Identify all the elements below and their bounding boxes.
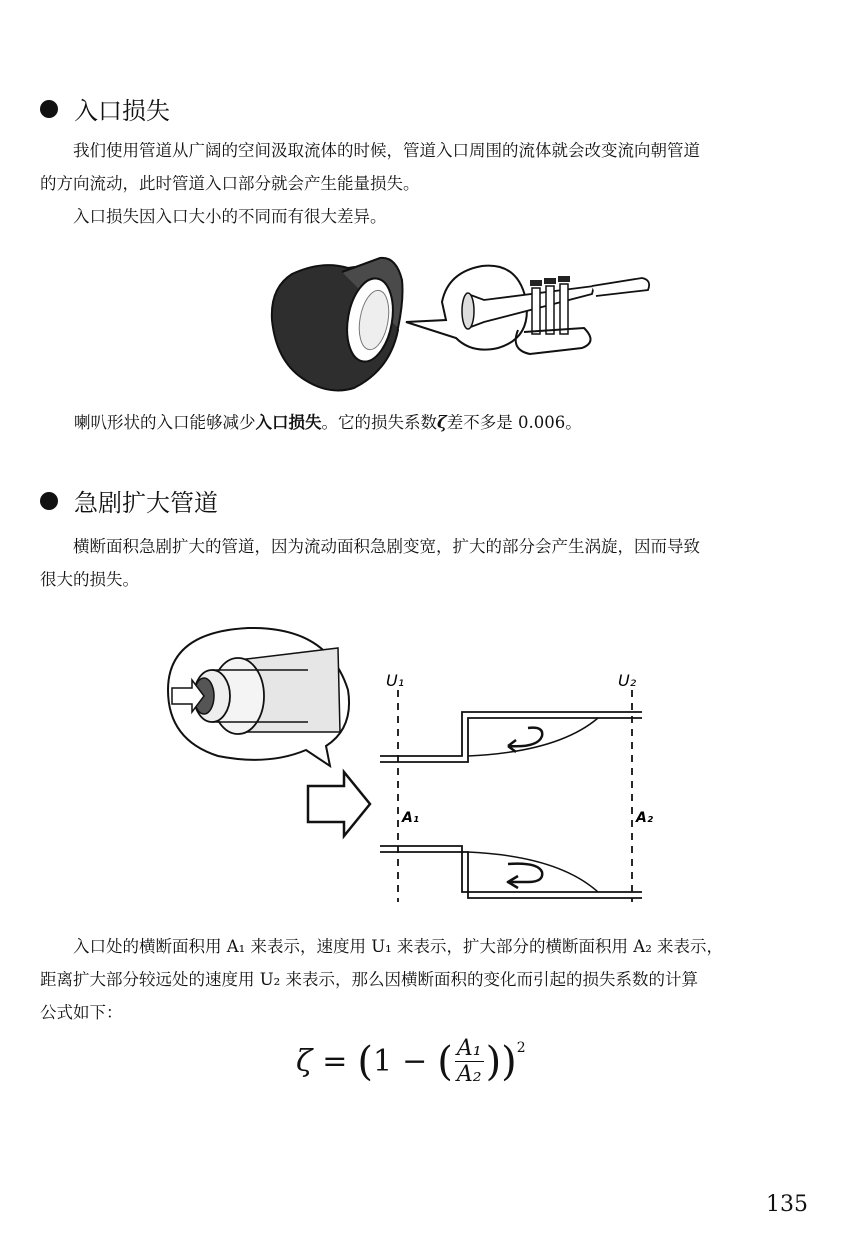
bullet-icon (40, 492, 58, 510)
text-line: 很大的损失。 (40, 570, 139, 589)
paragraph-entrance-size (40, 200, 810, 233)
label-a1: A₁ (402, 810, 419, 826)
text-line: 入口处的横断面积用 A₁ 来表示，速度用 U₁ 来表示，扩大部分的横断面积用 A₂ 来表示， (73, 937, 724, 956)
formula-paren: ( (357, 1038, 374, 1085)
formula-denominator: A₂ (456, 1062, 482, 1087)
formula-paren: ( (437, 1038, 453, 1085)
text-line: 入口损失因入口大小的不同而有很大差异。 (73, 207, 387, 226)
caption-bold-term: 入口损失 (255, 413, 322, 432)
label-u1: U₁ (386, 671, 405, 690)
loss-coefficient-formula (296, 1036, 526, 1087)
label-a2: A₂ (636, 810, 653, 826)
trumpet-bubble-icon (406, 266, 649, 354)
flow-arrow-icon (308, 772, 370, 836)
formula-numerator: A₁ (456, 1036, 482, 1061)
zeta-symbol: ζ (437, 413, 447, 432)
lower-vortex-arrow-icon (508, 864, 542, 888)
bullet-icon (40, 100, 58, 118)
caption-bell-mouth (74, 409, 582, 433)
caption-text: 差不多是 0.006。 (446, 413, 582, 432)
formula-zeta: ζ (296, 1044, 313, 1079)
text-line: 我们使用管道从广阔的空间汲取流体的时候，管道入口周围的流体就会改变流向朝管道 (73, 141, 700, 160)
bell-mouth-inlet-icon (272, 258, 403, 391)
upper-vortex-arrow-icon (508, 728, 542, 752)
upper-pipe-wall (380, 712, 642, 762)
text-line: 公式如下： (40, 1003, 123, 1022)
formula-exponent: 2 (516, 1040, 526, 1056)
paragraph-expansion-formula-intro (40, 930, 820, 1029)
formula-minus: − (402, 1044, 428, 1079)
formula-equals: = (322, 1044, 348, 1079)
section-heading-sudden-expansion (40, 483, 218, 518)
formula-paren: )) (485, 1038, 517, 1085)
section-heading-entrance-loss (40, 91, 170, 126)
caption-text: 。它的损失系数 (321, 413, 437, 432)
heading-text: 入口损失 (74, 97, 170, 125)
sudden-expansion-diagram (158, 620, 658, 910)
formula-one: 1 (373, 1044, 393, 1079)
text-line: 的方向流动，此时管道入口部分就会产生能量损失。 (40, 174, 420, 193)
text-line: 横断面积急剧扩大的管道，因为流动面积急剧变宽，扩大的部分会产生涡旋，因而导致 (73, 537, 700, 556)
paragraph-entrance-intro (40, 134, 810, 200)
caption-text: 喇叭形状的入口能够减少 (74, 413, 256, 432)
text-line: 距离扩大部分较远处的速度用 U₂ 来表示，那么因横断面积的变化而引起的损失系数的计算 (40, 970, 699, 989)
bell-mouth-trumpet-illustration (262, 250, 662, 400)
formula-fraction (455, 1036, 484, 1087)
lower-pipe-wall (380, 846, 642, 898)
page-number: 135 (766, 1192, 808, 1217)
paragraph-expansion-intro (40, 530, 810, 596)
label-u2: U₂ (618, 671, 637, 690)
pipe-in-pipe-bubble-icon (168, 628, 349, 766)
heading-text: 急剧扩大管道 (74, 489, 218, 517)
